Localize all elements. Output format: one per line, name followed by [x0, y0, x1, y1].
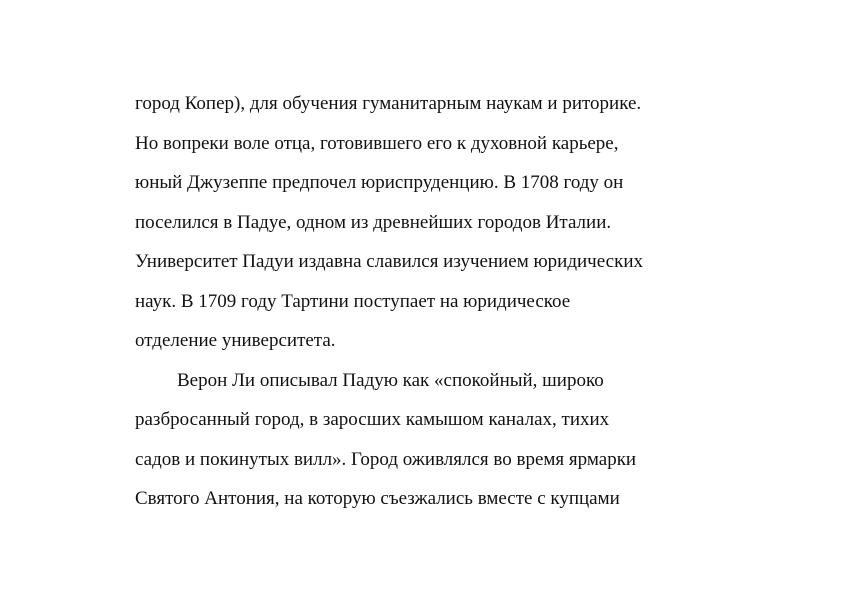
text-line: Но вопреки воле отца, готовившего его к духовной карьере,: [135, 132, 619, 154]
text-line: поселился в Падуе, одном из древнейших городов Италии.: [135, 211, 612, 233]
text-line: отделение университета.: [135, 330, 336, 351]
body-text: [135, 84, 735, 519]
text-line: юный Джузеппе предпочел юриспруденцию. В 1708 году он: [135, 172, 624, 193]
text-line: Университет Падуи издавна славился изучением юридических: [135, 251, 643, 272]
text-line: Святого Антония, на которую съезжались вместе с купцами: [135, 488, 620, 509]
text-line: разбросанный город, в заросших камышом каналах, тихих: [135, 409, 610, 430]
text-line: садов и покинутых вилл». Город оживлялся во время ярмарки: [135, 448, 637, 470]
text-line: наук. В 1709 году Тартини поступает на юридическое: [135, 290, 571, 312]
text-line: город Копер), для обучения гуманитарным наукам и риторике.: [135, 93, 642, 114]
paragraph-first-line: Верон Ли описывал Падую как «спокойный, широко: [177, 369, 604, 391]
